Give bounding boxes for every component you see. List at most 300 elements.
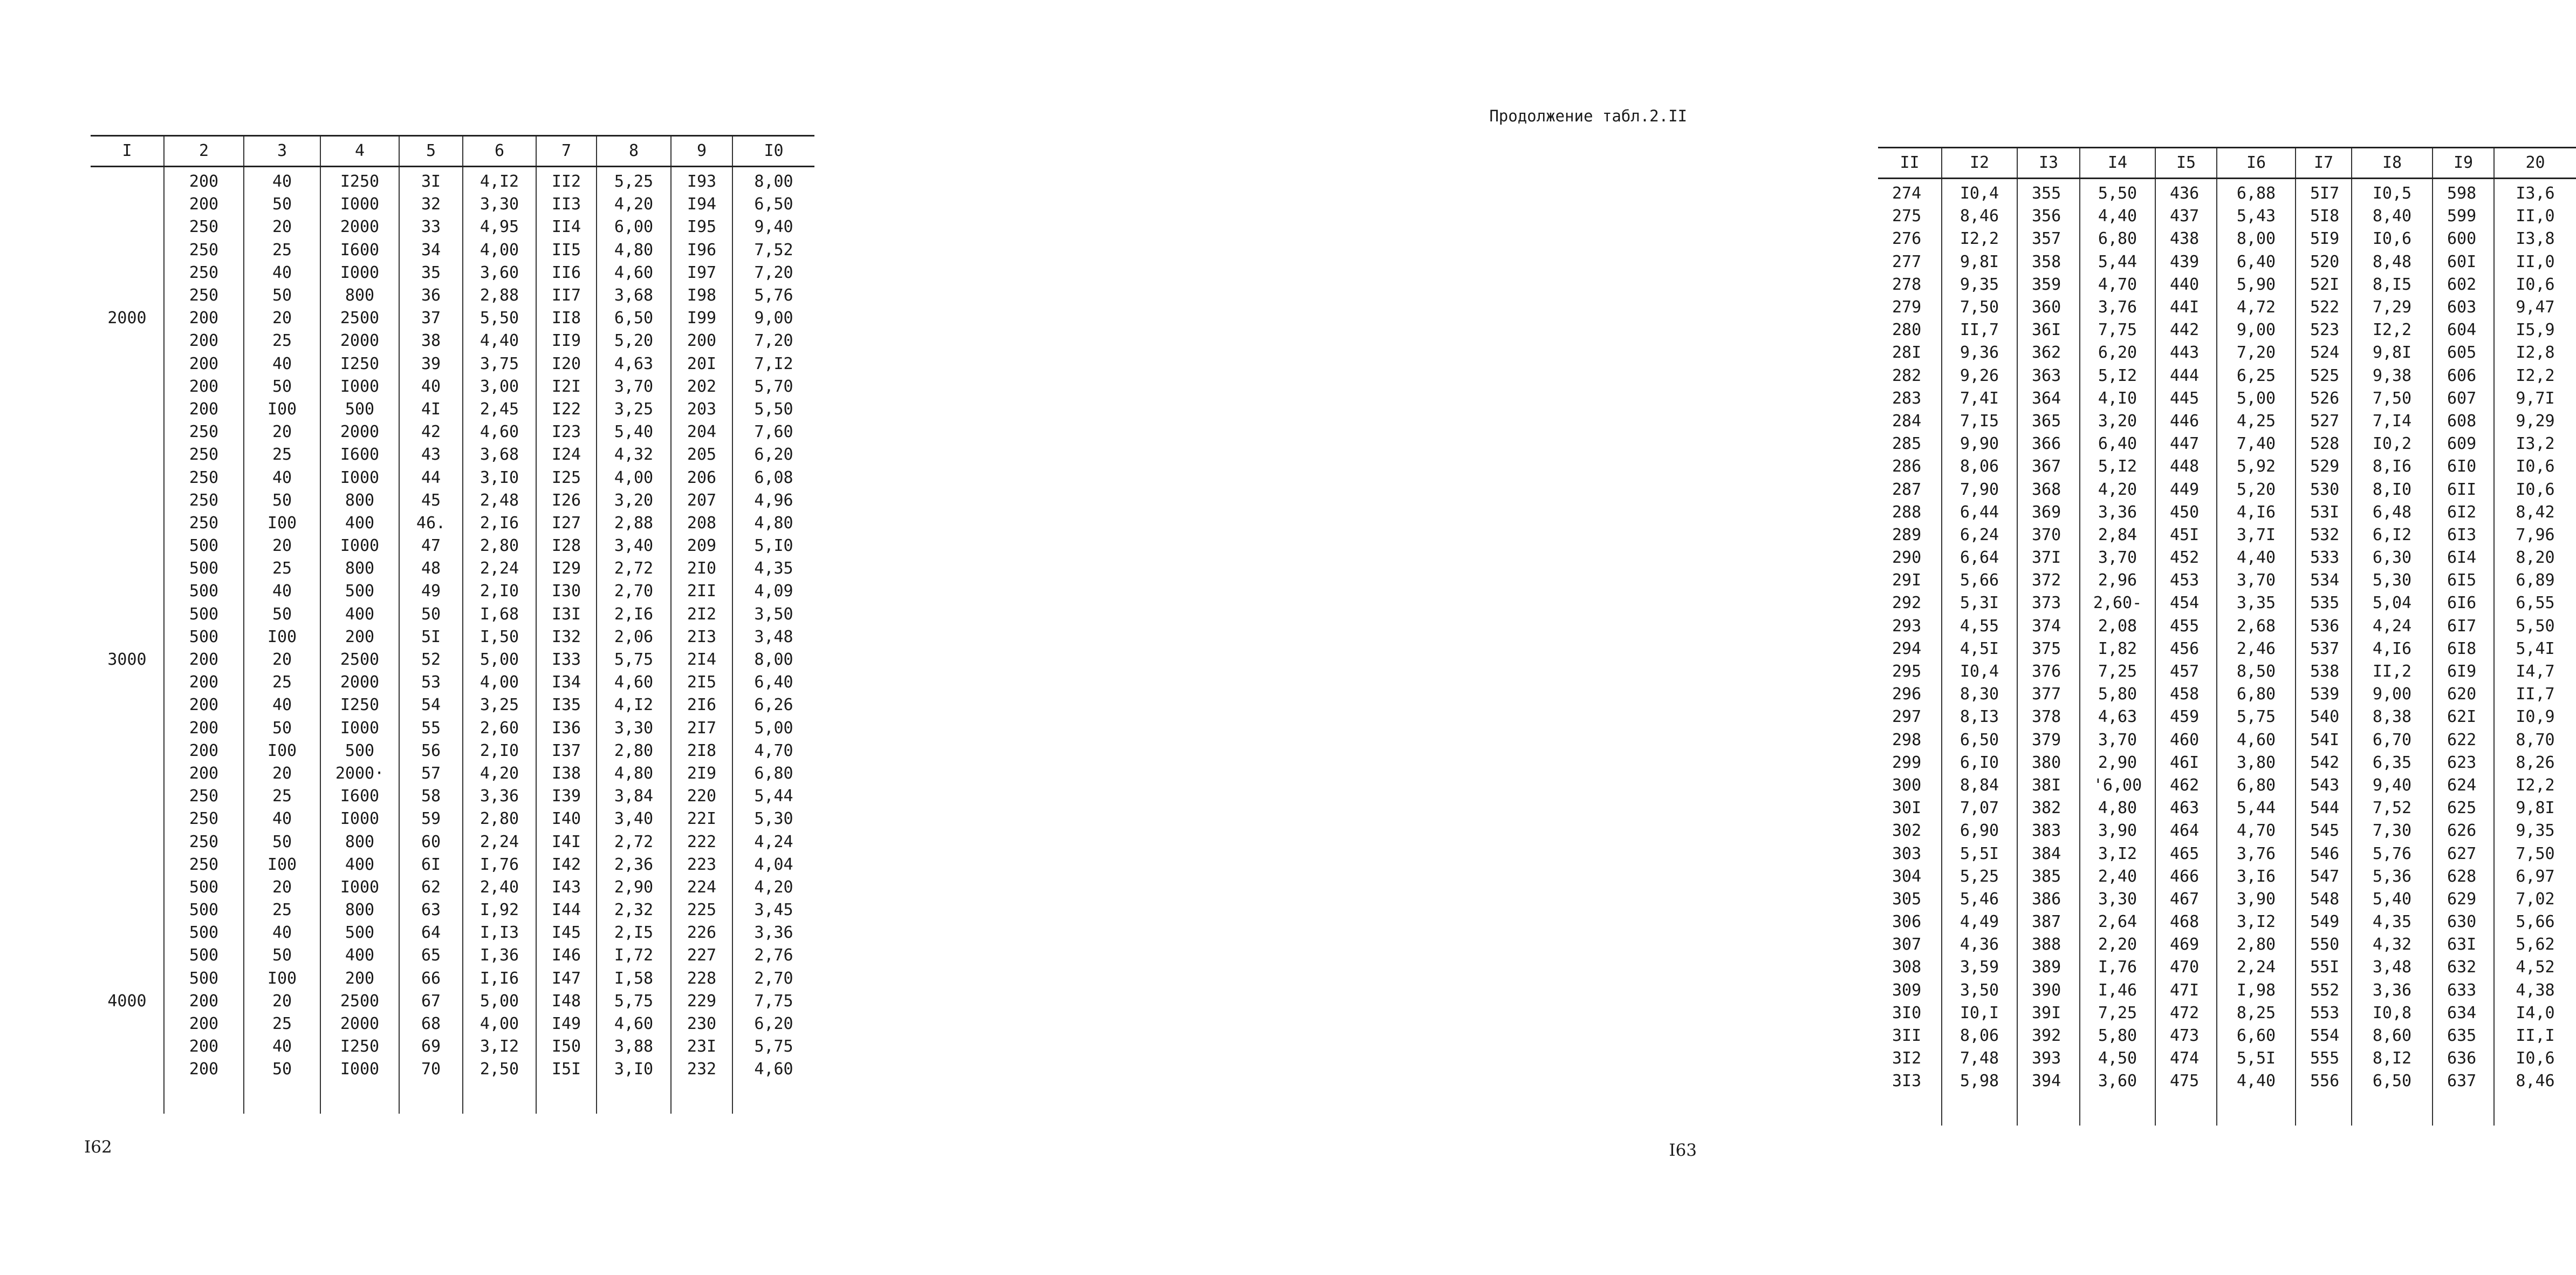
- table-cell: 500: [164, 899, 244, 922]
- table-cell: 200: [164, 307, 244, 330]
- table-cell: 287: [1892, 480, 1922, 499]
- table-cell: I,50: [463, 626, 536, 649]
- table-cell: 6,40: [2080, 433, 2155, 455]
- table-cell: 456: [2155, 638, 2217, 660]
- table-cell: 392: [2017, 1025, 2080, 1047]
- table-cell: 7,I4: [2352, 410, 2433, 433]
- table-cell: 4,20: [732, 876, 814, 899]
- table-cell: I22: [536, 398, 597, 421]
- table-cell: 2,72: [597, 830, 671, 853]
- table-cell: 6,20: [732, 444, 814, 466]
- table-cell: 3,50: [732, 603, 814, 626]
- table-cell: 5,90: [2217, 274, 2296, 296]
- table-cell: 305: [1892, 889, 1922, 909]
- table-cell: [91, 876, 164, 899]
- table-cell: I97: [671, 262, 732, 284]
- table-cell: I,I6: [463, 967, 536, 990]
- table-cell: 400: [320, 944, 399, 967]
- table-row: [1878, 501, 2576, 524]
- table-cell: 53: [399, 671, 463, 694]
- table-cell: II2: [536, 167, 597, 194]
- table-cell: 36I: [2017, 319, 2080, 342]
- table-cell: 500: [320, 398, 399, 421]
- table-cell: 373: [2017, 592, 2080, 615]
- table-cell: 5,75: [597, 649, 671, 671]
- table-row: [91, 307, 814, 330]
- table-cell: 460: [2155, 729, 2217, 752]
- table-cell: 9,38: [2352, 365, 2433, 387]
- column-header: I5: [2155, 148, 2217, 179]
- table-cell: 5,I2: [2080, 455, 2155, 478]
- table-cell: 2500: [320, 649, 399, 671]
- table-cell: I000: [320, 193, 399, 216]
- table-cell: 37I: [2017, 547, 2080, 569]
- table-cell: 6,20: [2080, 342, 2155, 364]
- table-cell: 63: [399, 899, 463, 922]
- table-row: [91, 922, 814, 944]
- table-cell: 4,00: [463, 671, 536, 694]
- table-cell: 4,36: [1942, 933, 2017, 956]
- column-header: I: [91, 136, 164, 167]
- table-cell: 279: [1892, 298, 1922, 317]
- table-cell: 293: [1892, 616, 1922, 636]
- table-cell: 50: [244, 1058, 320, 1081]
- table-cell: 528: [2296, 433, 2352, 455]
- table-cell: 446: [2155, 410, 2217, 433]
- table-cell: I2,2: [1942, 228, 2017, 250]
- table-cell: I27: [536, 512, 597, 535]
- table-cell: 4,63: [2080, 706, 2155, 728]
- table-cell: 297: [1892, 707, 1922, 727]
- table-cell: 500: [164, 922, 244, 944]
- table-cell: 25: [244, 785, 320, 808]
- table-cell: I44: [536, 899, 597, 922]
- table-cell: 6,50: [597, 307, 671, 330]
- table-cell: 65: [399, 944, 463, 967]
- table-cell: 389: [2017, 956, 2080, 979]
- table-cell: 4,40: [2217, 1070, 2296, 1093]
- table-cell: 5,00: [2217, 387, 2296, 410]
- table-cell: I93: [671, 167, 732, 194]
- table-cell: 606: [2433, 365, 2494, 387]
- table-cell: 43: [399, 444, 463, 466]
- table-cell: 5,36: [2352, 865, 2433, 888]
- table-row: [1878, 1002, 2576, 1025]
- table-cell: 25: [244, 239, 320, 262]
- table-cell: 3,80: [2217, 752, 2296, 774]
- table-cell: [91, 444, 164, 466]
- table-cell: 455: [2155, 615, 2217, 638]
- table-row: [91, 353, 814, 376]
- column-header: 8: [597, 136, 671, 167]
- table-cell: 3,70: [2080, 547, 2155, 569]
- table-cell: 9,40: [732, 216, 814, 238]
- table-cell: 500: [164, 557, 244, 580]
- table-cell: 6,80: [2217, 683, 2296, 706]
- table-cell: 200: [164, 1058, 244, 1081]
- table-cell: I3,6: [2494, 179, 2576, 206]
- table-cell: 454: [2155, 592, 2217, 615]
- table-cell: 4,00: [597, 466, 671, 489]
- table-row: [1878, 433, 2576, 455]
- table-cell: 275: [1892, 207, 1922, 226]
- table-cell: 8,84: [1942, 774, 2017, 797]
- table-cell: I4,7: [2494, 660, 2576, 683]
- table-cell: 200: [320, 967, 399, 990]
- column-header: 9: [671, 136, 732, 167]
- table-cell: I,76: [463, 854, 536, 876]
- table-cell: 200: [671, 330, 732, 352]
- table-cell: 5,00: [463, 990, 536, 1013]
- table-cell: 2,08: [2080, 615, 2155, 638]
- table-cell: I0,6: [2494, 274, 2576, 296]
- table-cell: 500: [320, 740, 399, 762]
- table-cell: 9,00: [2217, 319, 2296, 342]
- table-cell: 6I8: [2433, 638, 2494, 660]
- table-cell: 6,I0: [1942, 752, 2017, 774]
- table-cell: 3,75: [463, 353, 536, 376]
- table-cell: [91, 512, 164, 535]
- table-cell: I4I: [536, 830, 597, 853]
- table-cell: 200: [164, 762, 244, 785]
- table-row: [91, 376, 814, 398]
- table-cell: 4,5I: [1942, 638, 2017, 660]
- table-cell: 4,70: [2217, 820, 2296, 842]
- table-cell: 3000: [107, 650, 147, 670]
- table-cell: 8,I3: [1942, 706, 2017, 728]
- table-cell: 2,80: [597, 740, 671, 762]
- table-cell: 46.: [399, 512, 463, 535]
- left-table-header: [91, 136, 814, 167]
- table-cell: I,58: [597, 967, 671, 990]
- table-cell: 9,40: [2352, 774, 2433, 797]
- table-cell: 500: [164, 535, 244, 557]
- table-cell: 3,40: [597, 535, 671, 557]
- table-cell: 6,80: [2217, 774, 2296, 797]
- table-cell: 288: [1892, 502, 1922, 522]
- table-cell: I2,2: [2352, 319, 2433, 342]
- table-cell: 7,20: [2217, 342, 2296, 364]
- table-cell: 5,40: [597, 421, 671, 444]
- table-cell: 304: [1892, 867, 1922, 886]
- table-cell: 5,75: [2217, 706, 2296, 728]
- table-row: [1878, 1025, 2576, 1047]
- table-cell: 6,44: [1942, 501, 2017, 524]
- table-cell: 6,I2: [2352, 524, 2433, 547]
- table-cell: 299: [1892, 753, 1922, 772]
- table-cell: 620: [2433, 683, 2494, 706]
- table-row: [91, 717, 814, 740]
- right-page: [892, 0, 2555, 1275]
- table-cell: 284: [1892, 411, 1922, 431]
- table-row: [1878, 228, 2576, 250]
- table-filler-row: [91, 1081, 814, 1114]
- table-cell: 49: [399, 580, 463, 603]
- table-cell: 539: [2296, 683, 2352, 706]
- table-cell: 20: [244, 990, 320, 1013]
- table-cell: I23: [536, 421, 597, 444]
- table-row: [1878, 319, 2576, 342]
- table-cell: 4,25: [2217, 410, 2296, 433]
- table-cell: 7,02: [2494, 888, 2576, 911]
- table-cell: 3,I2: [2080, 842, 2155, 865]
- table-cell: I98: [671, 284, 732, 307]
- table-cell: 437: [2155, 205, 2217, 228]
- table-cell: 62: [399, 876, 463, 899]
- table-cell: 390: [2017, 979, 2080, 1002]
- table-cell: 2,72: [597, 557, 671, 580]
- table-cell: [91, 1013, 164, 1035]
- table-cell: 280: [1892, 321, 1922, 340]
- table-cell: 7,52: [2352, 797, 2433, 820]
- empty-cell: [2296, 1093, 2352, 1126]
- table-cell: I26: [536, 489, 597, 512]
- table-cell: I00: [244, 512, 320, 535]
- table-cell: 2,24: [463, 830, 536, 853]
- table-cell: 5,80: [2080, 683, 2155, 706]
- table-cell: 627: [2433, 842, 2494, 865]
- table-cell: [91, 489, 164, 512]
- table-cell: 64: [399, 922, 463, 944]
- table-cell: [91, 398, 164, 421]
- table-cell: [91, 557, 164, 580]
- table-cell: 2,36: [597, 854, 671, 876]
- table-cell: 200: [164, 193, 244, 216]
- table-cell: 625: [2433, 797, 2494, 820]
- table-cell: 362: [2017, 342, 2080, 364]
- table-cell: 475: [2155, 1070, 2217, 1093]
- table-cell: 530: [2296, 478, 2352, 501]
- table-row: [1878, 1070, 2576, 1093]
- table-cell: 7,25: [2080, 660, 2155, 683]
- table-cell: 25: [244, 444, 320, 466]
- table-cell: 5,98: [1942, 1070, 2017, 1093]
- table-cell: I95: [671, 216, 732, 238]
- table-cell: I45: [536, 922, 597, 944]
- table-cell: 3,70: [597, 376, 671, 398]
- table-cell: 4,24: [732, 830, 814, 853]
- table-cell: 6,24: [1942, 524, 2017, 547]
- table-cell: I42: [536, 854, 597, 876]
- empty-cell: [463, 1081, 536, 1114]
- table-cell: 202: [671, 376, 732, 398]
- empty-cell: [399, 1081, 463, 1114]
- table-cell: 9,8I: [2494, 797, 2576, 820]
- table-cell: 20: [244, 876, 320, 899]
- table-row: [91, 785, 814, 808]
- table-cell: 356: [2017, 205, 2080, 228]
- table-cell: 9,8I: [1942, 251, 2017, 274]
- table-cell: 52I: [2296, 274, 2352, 296]
- table-cell: I0,6: [2494, 478, 2576, 501]
- table-cell: 6,40: [732, 671, 814, 694]
- table-row: [91, 239, 814, 262]
- table-cell: 633: [2433, 979, 2494, 1002]
- table-cell: 359: [2017, 274, 2080, 296]
- column-header: I9: [2433, 148, 2494, 179]
- table-cell: 8,00: [732, 649, 814, 671]
- table-cell: 2500: [320, 307, 399, 330]
- table-cell: 3I: [399, 167, 463, 194]
- table-cell: 4,70: [2080, 274, 2155, 296]
- table-cell: I0,I: [1942, 1002, 2017, 1025]
- table-cell: 200: [320, 626, 399, 649]
- table-cell: 375: [2017, 638, 2080, 660]
- table-cell: [91, 694, 164, 717]
- table-cell: 4,40: [463, 330, 536, 352]
- table-cell: 8,46: [1942, 205, 2017, 228]
- table-cell: 20: [244, 535, 320, 557]
- table-cell: I0,2: [2352, 433, 2433, 455]
- table-cell: 6,30: [2352, 547, 2433, 569]
- table-cell: 302: [1892, 821, 1922, 841]
- table-cell: 540: [2296, 706, 2352, 728]
- table-cell: 20: [244, 421, 320, 444]
- table-cell: 50: [244, 376, 320, 398]
- table-cell: 379: [2017, 729, 2080, 752]
- table-row: [91, 167, 814, 194]
- table-cell: 220: [671, 785, 732, 808]
- table-cell: 538: [2296, 660, 2352, 683]
- table-cell: 250: [164, 830, 244, 853]
- table-cell: 400: [320, 512, 399, 535]
- table-cell: 3II: [1892, 1026, 1922, 1046]
- column-header: 20: [2494, 148, 2576, 179]
- table-cell: 25: [244, 330, 320, 352]
- table-cell: [91, 922, 164, 944]
- table-cell: I,68: [463, 603, 536, 626]
- table-cell: 393: [2017, 1047, 2080, 1070]
- empty-cell: [2080, 1093, 2155, 1126]
- table-cell: 533: [2296, 547, 2352, 569]
- table-cell: I0,4: [1942, 179, 2017, 206]
- table-cell: 62I: [2433, 706, 2494, 728]
- table-cell: 3,20: [597, 489, 671, 512]
- empty-cell: [597, 1081, 671, 1114]
- table-cell: 609: [2433, 433, 2494, 455]
- table-cell: 4,09: [732, 580, 814, 603]
- table-cell: 3,70: [2080, 729, 2155, 752]
- table-row: [1878, 365, 2576, 387]
- table-row: [1878, 592, 2576, 615]
- table-cell: 40: [244, 808, 320, 830]
- table-cell: 298: [1892, 730, 1922, 749]
- table-cell: I0,9: [2494, 706, 2576, 728]
- table-cell: 40: [244, 922, 320, 944]
- table-cell: 6,25: [2217, 365, 2296, 387]
- table-cell: 9,00: [732, 307, 814, 330]
- table-cell: 604: [2433, 319, 2494, 342]
- table-cell: 6,60: [2217, 1025, 2296, 1047]
- table-cell: 7,07: [1942, 797, 2017, 820]
- table-cell: 9,36: [1942, 342, 2017, 364]
- table-cell: 250: [164, 808, 244, 830]
- table-cell: 23I: [671, 1035, 732, 1058]
- table-cell: 5,66: [1942, 569, 2017, 592]
- table-cell: 8,30: [1942, 683, 2017, 706]
- table-cell: 2,90: [597, 876, 671, 899]
- table-cell: 6,88: [2217, 179, 2296, 206]
- table-cell: II,0: [2494, 205, 2576, 228]
- table-cell: 5,50: [2494, 615, 2576, 638]
- table-cell: 2I9: [671, 762, 732, 785]
- table-continuation-label: Продолжение табл.2.II: [1489, 107, 1687, 125]
- table-cell: I,98: [2217, 979, 2296, 1002]
- table-cell: I28: [536, 535, 597, 557]
- table-cell: [91, 262, 164, 284]
- table-cell: 250: [164, 216, 244, 238]
- table-cell: 2,45: [463, 398, 536, 421]
- column-header: 3: [244, 136, 320, 167]
- table-cell: I2,2: [2494, 365, 2576, 387]
- table-cell: I,92: [463, 899, 536, 922]
- table-cell: 367: [2017, 455, 2080, 478]
- table-cell: 449: [2155, 478, 2217, 501]
- table-row: [91, 535, 814, 557]
- table-cell: 6,90: [1942, 820, 2017, 842]
- table-cell: 250: [164, 262, 244, 284]
- table-row: [1878, 274, 2576, 296]
- table-cell: 4,60: [597, 1013, 671, 1035]
- table-cell: 3,I2: [463, 1035, 536, 1058]
- table-row: [91, 398, 814, 421]
- table-cell: 227: [671, 944, 732, 967]
- table-cell: 3,68: [463, 444, 536, 466]
- table-cell: I0,4: [1942, 660, 2017, 683]
- table-cell: 3,7I: [2217, 524, 2296, 547]
- table-row: [91, 512, 814, 535]
- table-cell: 36: [399, 284, 463, 307]
- table-cell: 453: [2155, 569, 2217, 592]
- table-cell: 50: [244, 944, 320, 967]
- table-cell: 5,44: [2080, 251, 2155, 274]
- table-cell: 3,90: [2217, 888, 2296, 911]
- table-cell: I,I3: [463, 922, 536, 944]
- table-cell: 598: [2433, 179, 2494, 206]
- table-cell: 380: [2017, 752, 2080, 774]
- table-cell: 7,25: [2080, 1002, 2155, 1025]
- table-cell: I32: [536, 626, 597, 649]
- table-row: [1878, 296, 2576, 319]
- table-cell: 208: [671, 512, 732, 535]
- table-cell: [91, 740, 164, 762]
- table-cell: 32: [399, 193, 463, 216]
- empty-cell: [164, 1081, 244, 1114]
- table-row: [91, 762, 814, 785]
- table-cell: [91, 535, 164, 557]
- table-cell: 7,I5: [1942, 410, 2017, 433]
- table-cell: [91, 830, 164, 853]
- table-cell: 5I9: [2296, 228, 2352, 250]
- left-data-table: [91, 135, 814, 1114]
- table-cell: 2000: [320, 216, 399, 238]
- table-cell: 285: [1892, 434, 1922, 454]
- table-row: [1878, 1047, 2576, 1070]
- table-cell: 447: [2155, 433, 2217, 455]
- column-header: 5: [399, 136, 463, 167]
- table-cell: 9,47: [2494, 296, 2576, 319]
- table-cell: 29I: [1892, 571, 1922, 590]
- table-row: [1878, 820, 2576, 842]
- table-cell: 5,50: [2080, 179, 2155, 206]
- table-cell: 5,66: [2494, 911, 2576, 933]
- table-cell: 5,30: [2352, 569, 2433, 592]
- table-cell: 4,32: [597, 444, 671, 466]
- table-cell: 5,62: [2494, 933, 2576, 956]
- table-cell: II,7: [2494, 683, 2576, 706]
- table-row: [1878, 979, 2576, 1002]
- table-cell: 602: [2433, 274, 2494, 296]
